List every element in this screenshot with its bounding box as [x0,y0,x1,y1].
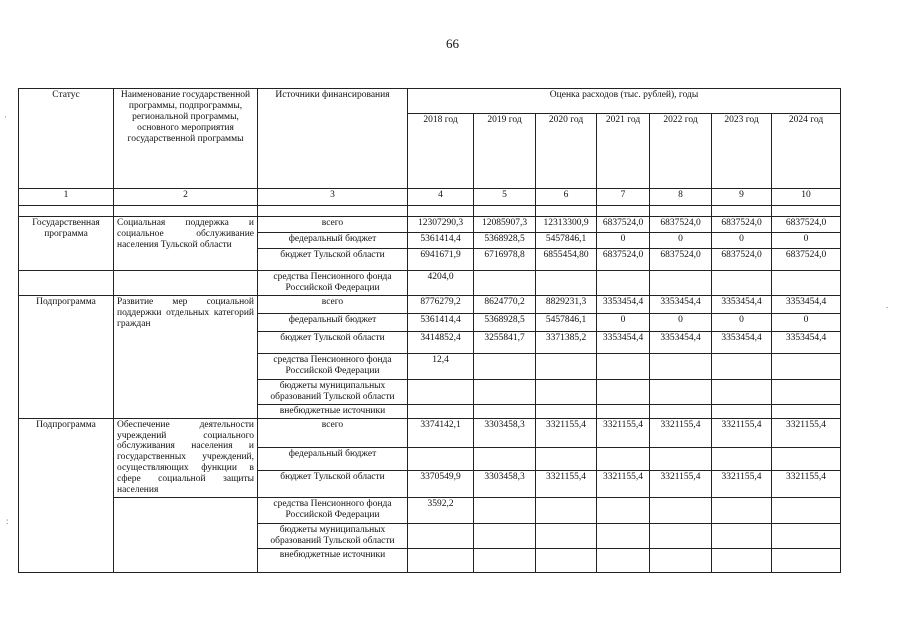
amount-cell: 3321155,4 [772,470,841,497]
amount-cell: 5368928,5 [474,233,536,249]
amount-cell [536,524,597,549]
amount-cell [650,448,712,470]
amount-cell: 3414852,4 [408,331,474,353]
funding-source-cell: федеральный бюджет [258,233,408,249]
amount-cell: 3321155,4 [536,470,597,497]
scan-mark: · [4,112,7,122]
amount-cell: 3321155,4 [536,418,597,448]
amount-cell: 6941671,9 [408,249,474,271]
amount-cell: 3353454,4 [597,295,650,313]
amount-cell [474,448,536,470]
program-name-cell: Развитие мер социальной поддержки отдельных категорий граждан [114,295,258,418]
amount-cell: 3321155,4 [650,418,712,448]
amount-cell: 5361414,4 [408,233,474,249]
funding-source-cell: всего [258,418,408,448]
amount-cell [712,353,772,379]
amount-cell [474,524,536,549]
amount-cell: 3303458,3 [474,470,536,497]
amount-cell [536,548,597,572]
amount-cell: 3353454,4 [712,331,772,353]
amount-cell: 3353454,4 [772,331,841,353]
amount-cell [772,404,841,418]
amount-cell: 3370549,9 [408,470,474,497]
amount-cell: 8624770,2 [474,295,536,313]
amount-cell: 3321155,4 [597,418,650,448]
amount-cell [712,448,772,470]
header-year: 2022 год [650,114,712,189]
amount-cell: 0 [650,233,712,249]
scan-mark: . [886,300,889,310]
column-number: 7 [597,189,650,206]
amount-cell [772,498,841,524]
amount-cell [772,448,841,470]
amount-cell: 3321155,4 [712,470,772,497]
program-name-cell [114,498,258,573]
amount-cell: 0 [772,233,841,249]
amount-cell [650,271,712,296]
amount-cell: 0 [650,313,712,331]
amount-cell [536,498,597,524]
column-number-row [19,189,841,206]
amount-cell: 8776279,2 [408,295,474,313]
amount-cell: 5368928,5 [474,313,536,331]
funding-source-cell: бюджет Тульской области [258,331,408,353]
amount-cell [474,548,536,572]
column-number: 2 [114,189,258,206]
amount-cell [536,404,597,418]
amount-cell: 0 [597,233,650,249]
column-number: 1 [19,189,114,206]
amount-cell [712,548,772,572]
amount-cell [712,379,772,404]
amount-cell [597,548,650,572]
amount-cell: 3371385,2 [536,331,597,353]
amount-cell [772,548,841,572]
amount-cell [474,379,536,404]
amount-cell [597,524,650,549]
amount-cell [650,548,712,572]
amount-cell: 6855454,80 [536,249,597,271]
amount-cell: 12307290,3 [408,217,474,233]
amount-cell: 3255841,7 [474,331,536,353]
amount-cell [474,271,536,296]
amount-cell [597,271,650,296]
amount-cell [712,271,772,296]
program-name-cell: Обеспечение деятельности учреждений социального обслуживания населения и государственных учреждений, осуществляющих функции в сфере социальной защиты населения [114,418,258,497]
amount-cell [408,524,474,549]
column-number: 8 [650,189,712,206]
column-number: 3 [258,189,408,206]
amount-cell [474,353,536,379]
amount-cell [536,353,597,379]
table-body [19,189,841,573]
amount-cell: 3353454,4 [650,331,712,353]
funding-source-cell: средства Пенсионного фонда Российской Федерации [258,353,408,379]
amount-cell [597,404,650,418]
amount-cell [650,379,712,404]
amount-cell: 3321155,4 [597,470,650,497]
amount-cell [597,379,650,404]
funding-source-cell: средства Пенсионного фонда Российской Федерации [258,498,408,524]
funding-source-cell: всего [258,217,408,233]
amount-cell: 12313300,9 [536,217,597,233]
column-number: 4 [408,189,474,206]
funding-source-cell: бюджеты муниципальных образований Тульской области [258,379,408,404]
funding-source-cell: средства Пенсионного фонда Российской Федерации [258,271,408,296]
amount-cell: 3353454,4 [772,295,841,313]
header-year: 2019 год [474,114,536,189]
amount-cell [650,498,712,524]
amount-cell [536,271,597,296]
funding-source-cell: внебюджетные источники [258,404,408,418]
amount-cell: 6837524,0 [772,217,841,233]
amount-cell: 5457846,1 [536,233,597,249]
header-year: 2018 год [408,114,474,189]
amount-cell: 0 [772,313,841,331]
status-cell: Подпрограмма [19,295,114,418]
amount-cell [597,498,650,524]
scan-mark: : [6,516,9,526]
header-year: 2024 год [772,114,841,189]
amount-cell [536,379,597,404]
amount-cell [597,448,650,470]
header-year: 2021 год [597,114,650,189]
amount-cell: 3321155,4 [772,418,841,448]
amount-cell: 8829231,3 [536,295,597,313]
amount-cell: 3321155,4 [650,470,712,497]
amount-cell [536,448,597,470]
amount-cell: 5457846,1 [536,313,597,331]
amount-cell [650,524,712,549]
amount-cell: 3592,2 [408,498,474,524]
amount-cell [712,498,772,524]
amount-cell: 3353454,4 [712,295,772,313]
funding-source-cell: федеральный бюджет [258,448,408,470]
column-number: 6 [536,189,597,206]
amount-cell: 6837524,0 [772,249,841,271]
amount-cell [712,524,772,549]
amount-cell [712,404,772,418]
amount-cell [408,404,474,418]
funding-source-cell: бюджет Тульской области [258,470,408,497]
header-year: 2023 год [712,114,772,189]
funding-source-cell: всего [258,295,408,313]
header-estimate: Оценка расходов (тыс. рублей), годы [408,89,841,114]
table-row [19,271,841,296]
status-cell: Государственная программа [19,217,114,271]
funding-source-cell: федеральный бюджет [258,313,408,331]
amount-cell: 3353454,4 [650,295,712,313]
amount-cell: 6837524,0 [650,217,712,233]
amount-cell: 6837524,0 [597,249,650,271]
funding-source-cell: бюджет Тульской области [258,249,408,271]
amount-cell [772,353,841,379]
amount-cell: 3321155,4 [712,418,772,448]
amount-cell: 0 [712,313,772,331]
amount-cell: 5361414,4 [408,313,474,331]
amount-cell: 12,4 [408,353,474,379]
amount-cell: 6837524,0 [712,249,772,271]
page-number: 66 [446,36,459,51]
column-number: 5 [474,189,536,206]
amount-cell: 12085907,3 [474,217,536,233]
amount-cell [772,524,841,549]
amount-cell [650,353,712,379]
table-row [19,418,841,448]
status-cell: Подпрограмма [19,418,114,572]
amount-cell: 3303458,3 [474,418,536,448]
program-name-cell [114,271,258,296]
table-row [19,295,841,313]
amount-cell [772,379,841,404]
amount-cell [474,498,536,524]
amount-cell: 4204,0 [408,271,474,296]
amount-cell [408,448,474,470]
amount-cell [408,379,474,404]
table-row [19,498,841,524]
column-number: 9 [712,189,772,206]
amount-cell: 3353454,4 [597,331,650,353]
amount-cell [650,404,712,418]
amount-cell [597,353,650,379]
spacer-row [19,206,841,217]
status-cell [19,271,114,296]
amount-cell: 6716978,8 [474,249,536,271]
header-source: Источники финансирования [258,89,408,189]
expenditure-table [18,88,841,573]
amount-cell: 0 [597,313,650,331]
amount-cell: 3374142,1 [408,418,474,448]
amount-cell: 6837524,0 [712,217,772,233]
amount-cell [474,404,536,418]
program-name-cell: Социальная поддержка и социальное обслуживание населения Тульской области [114,217,258,271]
amount-cell: 6837524,0 [650,249,712,271]
table-row [19,217,841,233]
amount-cell: 6837524,0 [597,217,650,233]
amount-cell [408,548,474,572]
header-status: Статус [19,89,114,189]
funding-source-cell: бюджеты муниципальных образований Тульской области [258,524,408,549]
column-number: 10 [772,189,841,206]
funding-source-cell: внебюджетные источники [258,548,408,572]
amount-cell [772,271,841,296]
header-year: 2020 год [536,114,597,189]
header-name: Наименование государственной программы, подпрограммы, региональной программы, основного мероприятия государственной программы [114,89,258,189]
amount-cell: 0 [712,233,772,249]
